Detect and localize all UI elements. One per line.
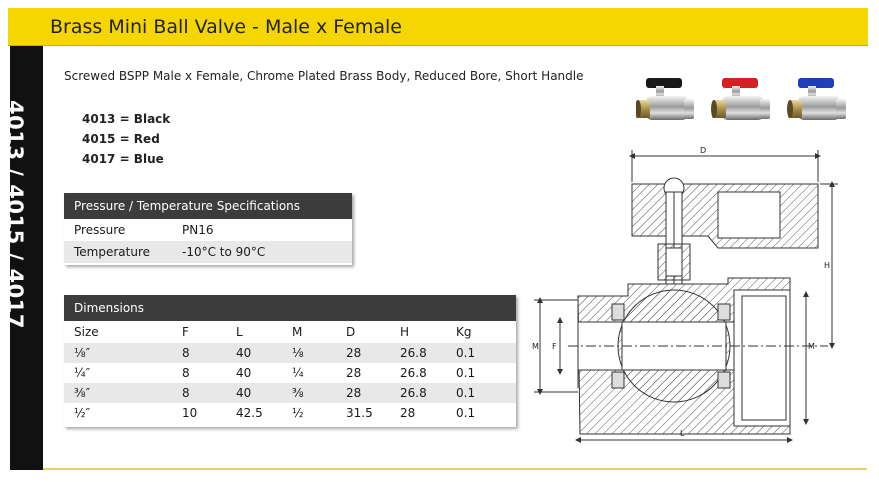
side-label-text: 4013 / 4015 / 4017 — [3, 100, 27, 329]
table-row — [64, 343, 516, 363]
table-cell: 0.1 — [456, 366, 476, 380]
variant-list — [82, 109, 170, 169]
side-bar — [3, 46, 43, 470]
table-cell: 40 — [236, 343, 292, 363]
column-header: Size — [74, 325, 99, 339]
column-header: F — [182, 325, 189, 339]
table-header-row — [64, 321, 516, 343]
dim-label-f: F — [552, 342, 557, 351]
dimensions-heading: Dimensions — [64, 295, 516, 321]
table-cell: 28 — [400, 406, 416, 420]
table-cell: 0.1 — [456, 383, 516, 403]
dim-label-m-left: M — [532, 342, 539, 351]
page-title: Brass Mini Ball Valve - Male x Female — [50, 16, 402, 38]
dim-label-m-right: M — [808, 342, 815, 351]
column-header: M — [292, 325, 303, 339]
column-header: Kg — [456, 325, 472, 339]
variant-red: 4015 = Red — [82, 132, 160, 146]
table-cell: 28 — [346, 366, 362, 380]
bottom-divider — [43, 468, 867, 470]
valve-blue-photo — [787, 78, 846, 120]
valve-product-photos — [636, 68, 864, 134]
table-cell: ¼″ — [74, 366, 91, 380]
valve-section-drawing — [528, 144, 846, 450]
dim-label-h: H — [824, 261, 831, 270]
column-header: L — [236, 325, 243, 339]
spec-heading: Pressure / Temperature Specifications — [64, 193, 352, 219]
dim-label-d: D — [700, 146, 707, 155]
table-cell: ¼ — [292, 366, 304, 380]
table-cell: ½″ — [74, 406, 91, 420]
table-cell: 42.5 — [236, 406, 263, 420]
table-cell: 28 — [346, 383, 400, 403]
table-cell: ⅛″ — [64, 343, 182, 363]
table-row — [64, 363, 516, 383]
table-cell: ⅜″ — [64, 383, 182, 403]
table-cell: 26.8 — [400, 343, 456, 363]
table-cell: 8 — [182, 366, 190, 380]
side-product-codes — [3, 100, 42, 330]
table-cell: 31.5 — [346, 406, 373, 420]
spec-value: PN16 — [182, 223, 214, 237]
spec-key: Temperature — [74, 245, 151, 259]
product-description: Screwed BSPP Male x Female, Chrome Plated Brass Body, Reduced Bore, Short Handle — [64, 69, 584, 83]
table-cell: ⅜ — [292, 383, 346, 403]
valve-red-photo — [711, 78, 770, 120]
variant-blue: 4017 = Blue — [82, 152, 164, 166]
table-cell: 0.1 — [456, 406, 476, 420]
valve-black-photo — [636, 78, 694, 120]
table-cell: 8 — [182, 343, 236, 363]
table-cell: 40 — [236, 383, 292, 403]
title-bar — [8, 8, 868, 46]
spec-key: Pressure — [74, 223, 126, 237]
table-cell: 26.8 — [400, 383, 456, 403]
spec-row-pressure — [64, 219, 352, 241]
table-cell: 8 — [182, 383, 236, 403]
dimensions-table — [64, 321, 516, 423]
table-cell: 0.1 — [456, 343, 516, 363]
table-cell: 28 — [346, 343, 400, 363]
table-cell: 10 — [182, 406, 198, 420]
table-cell: 40 — [236, 366, 252, 380]
table-row — [64, 383, 516, 403]
table-cell: 26.8 — [400, 366, 427, 380]
spec-row-temperature — [64, 241, 352, 263]
spec-value: -10°C to 90°C — [182, 245, 266, 259]
dimensions-card — [64, 295, 516, 427]
variant-black: 4013 = Black — [82, 112, 171, 126]
column-header: D — [346, 325, 356, 339]
table-cell: ⅛ — [292, 343, 346, 363]
table-cell: ½ — [292, 406, 304, 420]
spec-card — [64, 193, 352, 265]
dim-label-l: L — [680, 429, 685, 438]
column-header: H — [400, 325, 410, 339]
table-row — [64, 403, 516, 423]
